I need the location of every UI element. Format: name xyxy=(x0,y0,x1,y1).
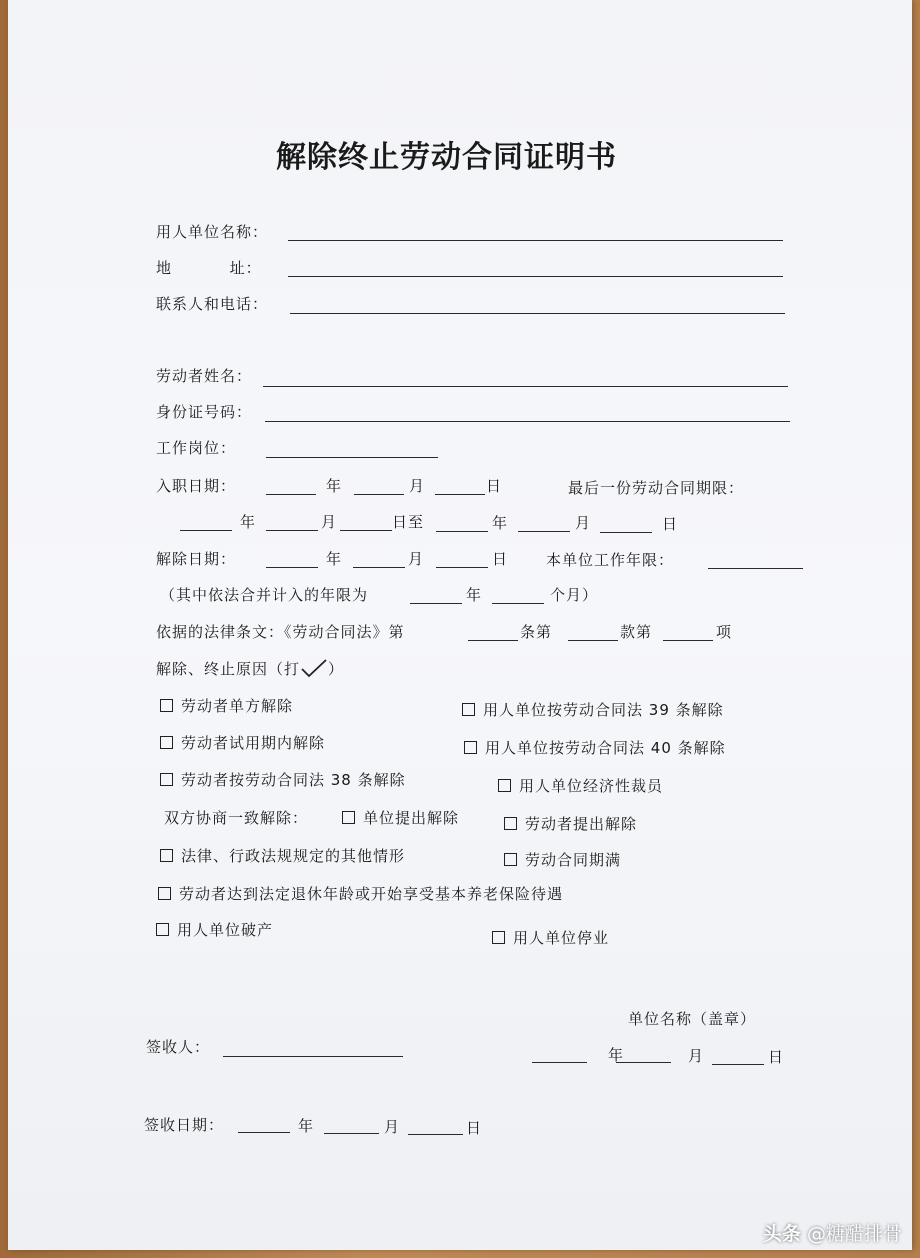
merged-months-unit: 个月） xyxy=(550,586,599,604)
hire-month-line xyxy=(354,494,404,495)
sign-month-line xyxy=(324,1133,379,1134)
checkbox-icon[interactable] xyxy=(160,849,173,862)
checkbox-icon[interactable] xyxy=(498,779,511,792)
option-bankruptcy-label: 用人单位破产 xyxy=(177,921,274,939)
worker-name-line xyxy=(263,386,788,387)
contact-line xyxy=(290,313,785,314)
checkbox-icon[interactable] xyxy=(160,699,173,712)
watermark xyxy=(763,1219,902,1246)
last-contract-label: 最后一份劳动合同期限： xyxy=(568,479,745,497)
period-end-month-unit: 月 xyxy=(575,514,592,532)
termination-date-label: 解除日期： xyxy=(156,550,237,568)
seal-day-unit: 日 xyxy=(768,1048,785,1066)
option-suspension[interactable] xyxy=(492,928,609,948)
option-mutual-employer-label: 单位提出解除 xyxy=(363,809,460,827)
seal-day-line xyxy=(712,1064,764,1065)
option-other-legal-label: 法律、行政法规规定的其他情形 xyxy=(181,847,406,865)
sign-year-unit: 年 xyxy=(298,1117,315,1135)
option-worker-art38[interactable] xyxy=(160,770,406,790)
checkbox-icon[interactable] xyxy=(462,703,475,716)
employer-name-label: 用人单位名称： xyxy=(156,223,269,241)
employer-name-line xyxy=(288,240,783,241)
period-start-month-line xyxy=(266,530,318,531)
option-economic-layoff[interactable] xyxy=(498,776,663,796)
termination-month-unit: 月 xyxy=(408,550,425,568)
period-end-year-line xyxy=(436,531,488,532)
document-title: 解除终止劳动合同证明书 xyxy=(276,140,617,175)
clause-line xyxy=(568,640,618,641)
termination-month-line xyxy=(353,567,405,568)
document-page xyxy=(8,0,912,1250)
option-bankruptcy[interactable] xyxy=(156,920,273,940)
merged-years-prefix: （其中依法合并计入的年限为 xyxy=(160,586,369,604)
checkbox-icon[interactable] xyxy=(160,736,173,749)
checkbox-icon[interactable] xyxy=(504,817,517,830)
sign-month-unit: 月 xyxy=(384,1118,401,1136)
checkbox-icon[interactable] xyxy=(158,887,171,900)
position-label: 工作岗位： xyxy=(156,439,237,457)
period-start-month-unit: 月 xyxy=(321,513,338,531)
article-line xyxy=(468,640,518,641)
option-contract-expired-label: 劳动合同期满 xyxy=(525,851,622,869)
merged-months-line xyxy=(492,603,544,604)
termination-day-unit: 日 xyxy=(492,550,509,568)
option-contract-expired[interactable] xyxy=(504,850,621,870)
clause-unit: 款第 xyxy=(620,623,653,641)
option-employer-art40-label: 用人单位按劳动合同法 40 条解除 xyxy=(485,739,726,757)
address-line xyxy=(288,276,783,277)
reason-label xyxy=(156,658,344,679)
hire-month-unit: 月 xyxy=(409,477,426,495)
hire-day-line xyxy=(435,494,485,495)
position-line xyxy=(266,457,438,458)
period-end-day-unit: 日 xyxy=(662,515,679,533)
watermark-handle: @糖醋排骨 xyxy=(806,1223,902,1245)
period-end-month-line xyxy=(518,531,570,532)
option-employer-art39-label: 用人单位按劳动合同法 39 条解除 xyxy=(483,701,724,719)
termination-year-line xyxy=(266,567,318,568)
option-suspension-label: 用人单位停业 xyxy=(513,929,610,947)
option-other-legal[interactable] xyxy=(160,846,405,866)
id-number-label: 身份证号码： xyxy=(156,403,253,421)
termination-day-line xyxy=(436,567,488,568)
item-unit: 项 xyxy=(716,623,733,641)
legal-basis-prefix: 依据的法律条文：《劳动合同法》第 xyxy=(156,623,405,641)
work-years-label: 本单位工作年限： xyxy=(546,551,675,569)
checkbox-icon[interactable] xyxy=(504,853,517,866)
checkbox-icon[interactable] xyxy=(464,741,477,754)
mutual-label: 双方协商一致解除： xyxy=(164,809,309,827)
option-retirement-label: 劳动者达到法定退休年龄或开始享受基本养老保险待遇 xyxy=(179,885,564,903)
checkmark-icon xyxy=(300,658,328,678)
seal-month-unit: 月 xyxy=(688,1047,705,1065)
option-worker-art38-label: 劳动者按劳动合同法 38 条解除 xyxy=(181,771,406,789)
unit-seal-label: 单位名称（盖章） xyxy=(628,1010,757,1028)
option-economic-layoff-label: 用人单位经济性裁员 xyxy=(519,777,664,795)
merged-years-line xyxy=(410,603,462,604)
option-retirement[interactable] xyxy=(158,884,563,904)
checkbox-icon[interactable] xyxy=(160,773,173,786)
period-end-year-unit: 年 xyxy=(492,514,509,532)
option-probation[interactable] xyxy=(160,733,325,753)
checkbox-icon[interactable] xyxy=(342,811,355,824)
article-unit: 条第 xyxy=(520,623,553,641)
reason-label-text: 解除、终止原因（打 xyxy=(156,660,301,678)
contact-label: 联系人和电话： xyxy=(156,295,269,313)
option-mutual-worker-label: 劳动者提出解除 xyxy=(525,815,638,833)
period-date-to: 日至 xyxy=(392,513,425,531)
option-probation-label: 劳动者试用期内解除 xyxy=(181,734,326,752)
option-mutual-employer[interactable] xyxy=(342,808,459,828)
period-end-day-line xyxy=(600,532,652,533)
sign-year-line xyxy=(238,1132,290,1133)
checkbox-icon[interactable] xyxy=(156,923,169,936)
signee-line xyxy=(223,1056,403,1057)
id-number-line xyxy=(265,421,790,422)
option-mutual-worker[interactable] xyxy=(504,814,637,834)
sign-day-unit: 日 xyxy=(466,1119,483,1137)
address-label: 地 址： xyxy=(156,259,262,277)
reason-label-end: ） xyxy=(328,660,345,678)
option-employer-art40[interactable] xyxy=(464,738,726,758)
hire-year-line xyxy=(266,494,316,495)
sign-date-label: 签收日期： xyxy=(144,1116,225,1134)
seal-month-line xyxy=(616,1062,671,1063)
option-worker-unilateral-label: 劳动者单方解除 xyxy=(181,697,294,715)
hire-year-unit: 年 xyxy=(326,477,343,495)
period-start-day-line xyxy=(340,530,392,531)
item-line xyxy=(663,640,713,641)
hire-date-label: 入职日期： xyxy=(156,477,237,495)
signee-label: 签收人： xyxy=(146,1038,211,1056)
seal-year-unit: 年 xyxy=(608,1046,625,1064)
period-start-year-unit: 年 xyxy=(240,513,257,531)
checkbox-icon[interactable] xyxy=(492,931,505,944)
period-start-year-line xyxy=(180,530,232,531)
option-worker-unilateral[interactable] xyxy=(160,696,293,716)
termination-year-unit: 年 xyxy=(326,550,343,568)
watermark-brand: 头条 xyxy=(762,1223,801,1245)
option-employer-art39[interactable] xyxy=(462,700,724,720)
worker-name-label: 劳动者姓名： xyxy=(156,367,253,385)
merged-years-unit: 年 xyxy=(466,586,483,604)
work-years-line xyxy=(708,568,803,569)
hire-day-unit: 日 xyxy=(486,477,503,495)
sign-day-line xyxy=(408,1134,463,1135)
seal-year-line xyxy=(532,1062,587,1063)
